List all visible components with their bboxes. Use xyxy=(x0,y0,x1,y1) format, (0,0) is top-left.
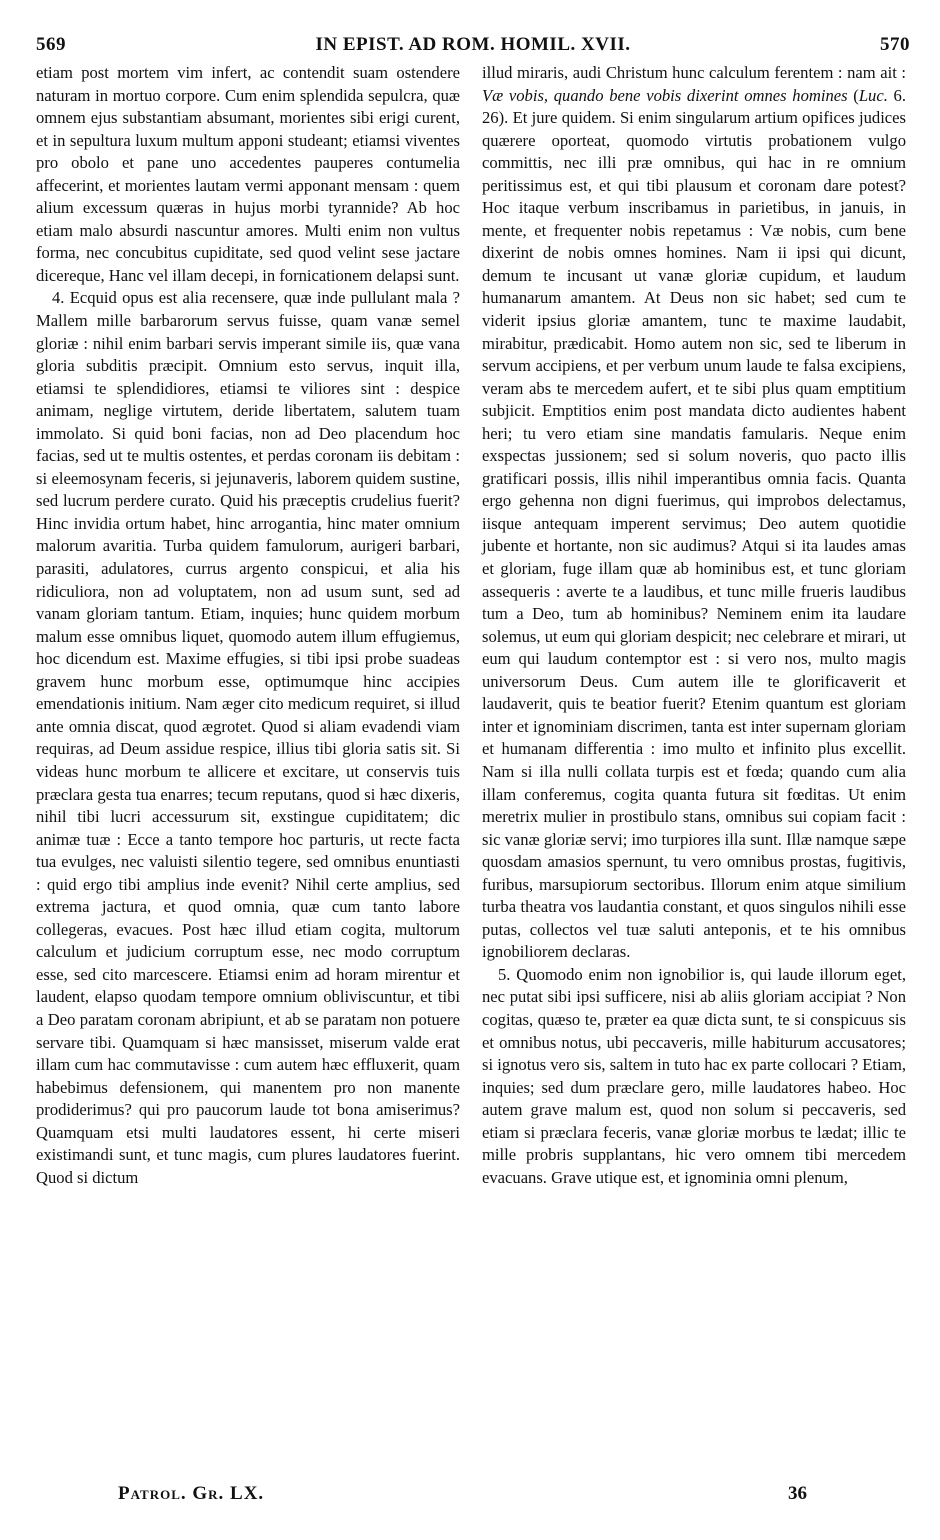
paragraph: etiam post mortem vim infert, ac contendit suam ostendere naturam in mortuo corpore. Cum enim splendida sepulcra, quæ omnem ejus substantiam absumant, morientes sibi erigi curent, et in sepultura luxum multum apponi studeant; etiamsi viventes pro obolo et pane uno accedentes pauperes contumelia affecerint, et morientes lautam vermi apponant mensam : quem alium excessum quæras in hujus morbi tyrannide? Ab hoc etiam malo absurdi nascuntur amores. Multi enim non vultus forma, nec concubitus cupiditate, sed quod velint sese jactare dicereque, Hanc vel illam decepi, in fornicationem delapsi sunt. xyxy=(36,63,460,285)
paragraph xyxy=(482,62,906,964)
paragraph-4: 4. Ecquid opus est alia recensere, quæ inde pullulant mala ? Mallem mille barbarorum servus fuisse, quam vanæ semel gloriæ : nihil enim barbari servis imperant simile iis, quæ vana gloria subditis præcipit. Omnium esto servus, inquit illa, etiamsi te splendidiores, etiamsi te viliores sint : despice animam, neglige virtutem, deride libertatem, salutem tuam immolato. Si quid boni facias, non ad Deo placendum hoc facias, sed ut te multis ostentes, et perdas coronam iis debitam : si eleemosynam feceris, si jejunaveris, laborem quidem sustine, sed lucrum perdere curato. Quid his præceptis crudelius fuerit? Hinc invidia ortum habet, hinc arrogantia, hinc mater omnium malorum avaritia. Turba quidem famulorum, aurigeri barbari, parasiti, adulatores, currus argento conspicui, et alia his ridiculiora, non ad voluptatem, non ad usum sunt, sed ad vanam gloriam tantum. Etiam, inquies; hunc quidem morbum malum esse omnibus liquet, quomodo autem illum effugiemus, hoc dicendum est. Maxime effugies, si tibi ipsi probe suadeas gravem hunc morbum esse, optimumque hinc accipies emendationis initium. Nam æger cito medicum requiret, si illud ante omnia discat, quod ægrotet. Quod si aliam evadendi viam requiras, ad Deum assidue respice, illius tibi gloria satis sit. Si videas hunc morbum te allicere et excitare, ut conservis tuis præclara gesta tua enarres; tecum reputans, quod si hæc dixeris, nihil tibi lucri accessurum sit, exstingue cupiditatem; dic animæ tuæ : Ecce a tanto tempore hoc parturis, ut recte facta tua evulges, nec valuisti silentio tegere, sed omnibus enuntiasti : quid ergo tibi amplius inde evenit? Nihil certe amplius, sed extrema jactura, et quod omnia, quæ cum tanto labore collegeras, evacues. Post hæc illud etiam cogita, multorum calculum et judicium corruptum esse, nec modo corruptum esse, sed cito marcescere. Etiamsi enim ad horam mirentur et laudent, elapso quodam tempore omnium obliviscuntur, et tibi a Deo paratam coronam abripiunt, et ab se paratam non potuere servare tibi. Quamquam si hæc mansisset, miserum valde erat illam cum hac commutavisse : cum autem hæc effluxerit, quam habebimus defensionem, qui manentem pro non manente prodiderimus? qui pro paucorum laude tot bona amiserimus? Quamquam etsi multi laudatores essent, hi certe miseri existimandi sunt, et tunc magis, cum plures laudatores fuerint. Quod si dictum xyxy=(36,288,460,1187)
text-run: illud miraris, audi Christum hunc calculum ferentem : nam ait : xyxy=(482,63,906,82)
page-number-left: 569 xyxy=(36,34,66,55)
right-column xyxy=(482,62,906,1189)
paragraph-5: 5. Quomodo enim non ignobilior is, qui laude illorum eget, nec putat sibi ipsi sufficere, nisi ab aliis gloriam accipiat ? Non cogitas, quæso te, præter ea quæ dicta sunt, te si conspicuus sis et omnibus notus, ubi peccaveris, mille habiturum accusatores; si ignotus vero sis, saltem in tuto hac ex parte collocari ? Etiam, inquies; sed dum præclare gero, mille laudatores habeo. Hoc autem grave malum est, quod non solum si peccaveris, sed etiam si præclara feceris, vanæ gloriæ morbus te lædat; illic te mille probris supplantans, hic vero omnem tibi mercedem evacuans. Grave utique est, et ignominia omni plenum, xyxy=(482,964,906,1187)
running-title: IN EPIST. AD ROM. HOMIL. XVII. xyxy=(315,34,631,55)
text-run: 6. 26). Et jure quidem. Si enim singularum artium opifices judices quærere oporteat, quomodo virtutis probationem vulgo committis, nec illi præ omnibus, qui hac in re omnium peritissimus est, et qui tibi plausum et coronam dare potest? Hoc itaque verbum inscribamus in parietibus, in januis, in mente, et frequenter nobis repetamus : Væ nobis, cum bene dixerint de nobis omnes homines. Nam ii ipsi qui dicunt, demum te incusant ut vanæ gloriæ cupidum, et laudum humanarum amantem. At Deus non sic habet; sed cum te viderit ipsius gloriæ amantem, tunc te maxime laudabit, mirabitur, prædicabit. Homo autem non sic, sed te liberum in servum accipiens, et per verbum unum laude te falsa excipiens, veram abs te mercedem aufert, et te sibi plus quam emptitium subjicit. Emptitios enim post mandata dicto audientes habent heri; tu vero etiam sine mandatis famularis. Neque enim exspectas jussionem; sed si solum noveris, quo pacto illis gratificari possis, illis nihil imperantibus omnia facis. Quanta ergo gehenna non digni fuerimus, qui improbos delectamus, iisque antequam imperent servimus; Deo autem quotidie jubente et hortante, non sic audimus? Atqui si ita laudes amas et gloriam, fuge illam quæ ab hominibus est, et tunc gloriam assequeris : averte te a laudibus, et tunc mille frueris laudibus tum a Deo, tum ab hominibus? Neminem enim ita laudare solemus, ut eum qui gloriam despicit; nec celebrare et mirari, ut eum qui laudum contemptor est : si vero nos, multo magis universorum Deus. Cum autem ille te glorificaverit et laudaverit, quis te beatior fuerit? Etenim quantum est gloriam inter et ignominiam discrimen, tanta est inter supernam gloriam et humanam differentia : imo multo et infinito plus excellit. Nam si illa nulli collata turpis est et fœda; quando cum alia illam conferemus, cogita quanta futura sit fœditas. Ut enim meretrix mulier in prostibulo stans, omnibus sui copiam facit : sic vanæ gloriæ servi; imo turpiores illa sunt. Illæ namque sæpe quosdam amasios spernunt, tu vero omnibus prostas, fugitivis, furibus, marsupiorum sectoribus. Illorum enim atque similium turba theatra vos laudantia constant, et quos singulos nihili esse putas, collectos vel tuæ saluti anteponis, et te his omnibus ignobiliorem declaras. xyxy=(482,85,907,962)
sheet-number: 36 xyxy=(788,1483,807,1504)
text-run: ( xyxy=(847,85,859,105)
page-footer xyxy=(0,1483,940,1509)
page-number-right: 570 xyxy=(880,34,910,55)
left-column xyxy=(36,62,460,1189)
running-header xyxy=(36,34,910,60)
scripture-quote: Væ vobis, quando bene vobis dixerint omnes homines xyxy=(482,85,848,105)
scripture-citation: Luc. xyxy=(858,85,888,105)
series-signature: Patrol. Gr. LX. xyxy=(118,1483,265,1504)
